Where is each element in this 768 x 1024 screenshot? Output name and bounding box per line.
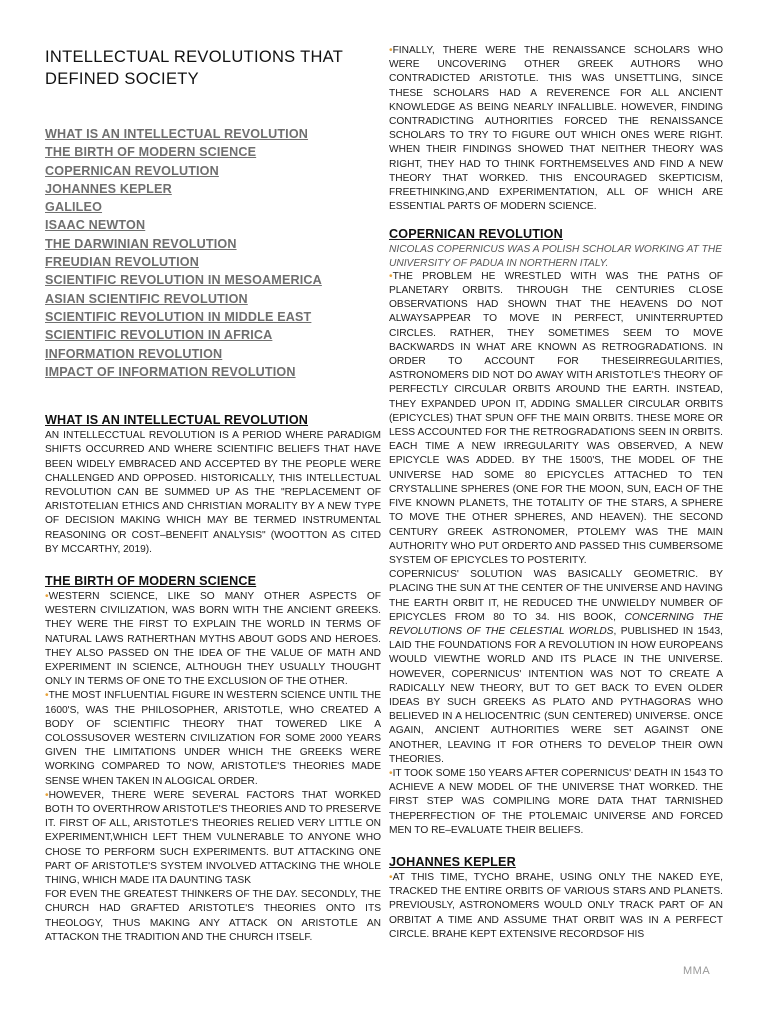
toc-item — [45, 345, 381, 363]
section-heading-copernican-revolution: COPERNICAN REVOLUTION — [389, 227, 563, 242]
table-of-contents — [45, 125, 381, 381]
paragraph-copernican-3: •IT TOOK SOME 150 YEARS AFTER COPERNICUS' DEATH IN 1543 TO ACHIEVE A NEW MODEL OF THE UNIVERSE THAT WORKED. THE FIRST STEP WAS COMPILING MORE DATA THAT TARNISHED THEPERFECTION OF THE PTOLEMAIC UNIVERSE AND FORCED MEN TO RE–EVALUATE THEIR BELIEFS. — [389, 767, 723, 836]
toc-link-impact-information-revolution[interactable]: IMPACT OF INFORMATION REVOLUTION — [45, 364, 296, 379]
toc-link-isaac-newton[interactable]: ISAAC NEWTON — [45, 218, 146, 233]
book-title: CONCERNING THE REVOLUTIONS OF THE CELESTIAL WORLDS — [389, 611, 723, 637]
bullet-icon: • — [389, 767, 393, 779]
toc-link-johannes-kepler[interactable]: JOHANNES KEPLER — [45, 181, 172, 196]
toc-link-middle-east[interactable]: SCIENTIFIC REVOLUTION IN MIDDLE EAST — [45, 309, 312, 324]
toc-item — [45, 125, 381, 143]
toc-item — [45, 308, 381, 326]
toc-link-darwinian-revolution[interactable]: THE DARWINIAN REVOLUTION — [45, 236, 237, 251]
toc-link-copernican-revolution[interactable]: COPERNICAN REVOLUTION — [45, 163, 219, 178]
paragraph-renaissance-scholars: •FINALLY, THERE WERE THE RENAISSANCE SCHOLARS WHO WERE UNCOVERING OTHER GREEK AUTHORS WHO CONTRADICTED ARISTOTLE. THIS WAS UNSETTLING, SINCE THESE SCHOLARS HAD A REVERENCE FOR ALL ANCIENT KNOWLEDGE AS BEING NEARLY INFALLIBLE. HOWEVER, FINDING CONTRADICTING AUTHORITIES FORCED THE RENAISSANCE SCHOLARS TO TRY TO FIGURE OUT WHICH ONES WERE RIGHT. WHEN THEIR FINDINGS SHOWED THAT NEITHER THEORY WAS RIGHT, THEY HAD TO THINK FORTHEMSELVES AND FIND A NEW THEORY THAT WORKED. THIS ENCOURAGED SKEPTICISM, FREETHINKING,AND EXPERIMENTATION, ALL OF WHICH ARE ESSENTIAL PARTS OF MODERN SCIENCE. — [389, 45, 723, 213]
section-heading-intellectual-revolution: WHAT IS AN INTELLECTUAL REVOLUTION — [45, 413, 309, 428]
section-heading-birth-of-modern-science: THE BIRTH OF MODERN SCIENCE — [45, 573, 257, 588]
paragraph-copernican-2: COPERNICUS' SOLUTION WAS BASICALLY GEOMETRIC. BY PLACING THE SUN AT THE CENTER OF THE UNIVERSE AND HAVING THE EARTH ORBIT IT, HE REDUCED THE UNWIELDY NUMBER OF EPICYCLES FROM 80 TO 34. HIS BOOK, CONCERNING THE REVOLUTIONS OF THE CELESTIAL WORLDS, PUBLISHED IN 1543, LAID THE FOUNDATIONS FOR A REVOLUTION IN HOW EUROPEANS WOULD VIEWTHE WORLD AND ITS PLACE IN THE UNIVERSE. HOWEVER, COPERNICUS' INTENTION WAS NOT TO CREATE A RADICALLY NEW THEORY, BUT TO GET BACK TO EVEN OLDER IDEAS BY SUCH GREEKS AS PLATO AND PYTHAGORAS WHO BELIEVED IN A HELIOCENTRIC (SUN CENTERED) UNIVERSE. ONCE AGAIN, ANCIENT AUTHORITIES WERE SET AGAINST ONE ANOTHER, LEAVING IT FOR OTHERS TO DEVELOP THEIR OWN THEORIES. — [389, 569, 723, 765]
toc-item — [45, 235, 381, 253]
toc-link-asian-scientific-revolution[interactable]: ASIAN SCIENTIFIC REVOLUTION — [45, 291, 248, 306]
toc-item — [45, 271, 381, 289]
document-title: INTELLECTUAL REVOLUTIONS THAT DEFINED SOCIETY — [45, 48, 343, 88]
section-heading-johannes-kepler: JOHANNES KEPLER — [389, 854, 516, 869]
toc-item — [45, 216, 381, 234]
bullet-icon: • — [45, 789, 49, 801]
toc-item — [45, 363, 381, 381]
toc-link-freudian-revolution[interactable]: FREUDIAN REVOLUTION — [45, 255, 199, 270]
footer-watermark: MMA — [683, 965, 711, 977]
paragraph-birth-1: •WESTERN SCIENCE, LIKE SO MANY OTHER ASPECTS OF WESTERN CIVILIZATION, WAS BORN WITH THE ANCIENT GREEKS. THEY WERE THE FIRST TO EXPLAIN THE WORLD IN TERMS OF NATURAL LAWS RATHERTHAN MYTHS ABOUT GODS AND HEROES. THEY ALSO PASSED ON THE IDEA OF THE VALUE OF MATH AND EXPERIMENT IN SCIENCE, ALTHOUGH THEY USUALLY THOUGHT ONLY IN TERMS OF ONE TO THE EXCLUSION OF THE OTHER. — [45, 590, 381, 688]
toc-link-mesoamerica[interactable]: SCIENTIFIC REVOLUTION IN MESOAMERICA — [45, 273, 322, 288]
paragraph-copernican-1: •THE PROBLEM HE WRESTLED WITH WAS THE PATHS OF PLANETARY ORBITS. THROUGH THE CENTURIES CLOSE OBSERVATIONS HAD SHOWN THAT THE HEAVENS DO NOT ALWAYSAPPEAR TO MOVE IN PERFECT, UNINTERRUPTED CIRCLES. RATHER, THEY SOMETIMES SEEM TO MOVE BACKWARDS IN WHAT ARE KNOWN AS RETROGRADATIONS. IN ORDER TO ACCOUNT FOR THESEIRREGULARITIES, ASTRONOMERS DID NOT DO AWAY WITH ARISTOTLE'S THEORY OF PERFECTLY CIRCULAR ORBITS AROUND THE EARTH. INSTEAD, THEY EXPANDED UPON IT, ADDING SMALLER CIRCULAR ORBITS (EPICYCLES) THAT SPUN OFF THE MAIN ORBITS. THESE MORE OR LESS ACCOUNTED FOR THE RETROGRADATIONS SEEN IN ORBITS. EACH TIME A NEW IRREGULARITY WAS OBSERVED, A NEW EPICYCLE WAS ADDED. BY THE 1500'S, THE MODEL OF THE UNIVERSE HAD SOME 80 EPICYCLES ATTACHED TO TEN CRYSTALLINE SPHERES (ONE FOR THE MOON, SUN, EACH OF THE FIVE KNOWN PLANETS, THE TOTALITY OF THE STARS, A SPHERE TO MOVE THE OTHER SPHERES, AND HEAVEN). THE SECOND CENTURY GREEK ASTRONOMER, PTOLEMY WAS THE MAIN AUTHORITY WHO PUT ORDERTO AND PASSED THIS CUMBERSOME SYSTEM OF EPICYCLES TO POSTERITY. — [389, 270, 723, 566]
toc-item — [45, 198, 381, 216]
paragraph-birth-3: •HOWEVER, THERE WERE SEVERAL FACTORS THAT WORKED BOTH TO OVERTHROW ARISTOTLE'S THEORIES AND TO PRESERVE IT. FIRST OF ALL, ARISTOTLE'S THEORIES RELIED VERY LITTLE ON EXPERIMENT,WHICH LEFT THEM VULNERABLE TO ANYONE WHO CHOSE TO PERFORM SUCH EXPERIMENTS. BUT ATTACKING ONE PART OF ARISTOTLE'S SYSTEM INVOLVED ATTACKING THE WHOLE THING, WHICH MADE ITA DAUNTING TASK — [45, 789, 381, 887]
paragraph-birth-2: •THE MOST INFLUENTIAL FIGURE IN WESTERN SCIENCE UNTIL THE 1600'S, WAS THE PHILOSOPHER, ARISTOTLE, WHO CREATED A BODY OF SCIENTIFIC THEORY THAT TOWERED LIKE A COLOSSUSOVER WESTERN CIVILIZATION FOR SOME 2000 YEARS GIVEN THE LIMITATIONS UNDER WHICH THE GREEKS WERE WORKING COMPARED TO NOW, ARISTOTLE'S THEORIES MADE SENSE WHEN TAKEN IN ALOGICAL ORDER. — [45, 690, 381, 787]
paragraph-intellectual-definition: AN INTELLECCTUAL REVOLUTION IS A PERIOD WHERE PARADIGM SHIFTS OCCURRED AND WHERE SCIENTIFIC BELIEFS THAT HAVE BEEN WIDELY EMBRACED AND ACCEPTED BY THE PEOPLE WERE CHALLENGED AND OPPOSED. HISTORICALLY, THIS INTELLECTUAL REVOLUTION CAN BE SUMMED UP AS THE "REPLACEMENT OF ARISTOTELIAN ETHICS AND CHRISTIAN MORALITY BY A NEW TYPE OF DECISION MAKING WHICH MAY BE TERMED INSTRUMENTAL REASONING OR COST–BENEFIT ANALYSIS" (WOOTTON AS CITED BY MCCARTHY, 2019). — [45, 430, 381, 555]
toc-item — [45, 253, 381, 271]
bullet-icon: • — [389, 270, 393, 282]
copernicus-intro: NICOLAS COPERNICUS WAS A POLISH SCHOLAR WORKING AT THE UNIVERSITY OF PADUA IN NORTHERN ITALY. — [389, 244, 723, 269]
toc-link-intellectual-revolution[interactable]: WHAT IS AN INTELLECTUAL REVOLUTION — [45, 127, 309, 141]
toc-link-galileo[interactable]: GALILEO — [45, 200, 103, 215]
bullet-icon: • — [389, 45, 393, 56]
toc-link-birth-of-modern-science[interactable]: THE BIRTH OF MODERN SCIENCE — [45, 145, 257, 160]
bullet-icon: • — [45, 690, 49, 702]
right-column — [389, 44, 723, 942]
toc-item — [45, 326, 381, 344]
toc-item — [45, 180, 381, 198]
left-column — [45, 46, 381, 945]
paragraph-birth-4: FOR EVEN THE GREATEST THINKERS OF THE DAY. SECONDLY, THE CHURCH HAD GRAFTED ARISTOTLE'S THEORIES ONTO ITS THEOLOGY, THUS MAKING ANY ATTACK ON ARISTOTLE AN ATTACKON THE TRADITION AND THE CHURCH ITSELF. — [45, 889, 381, 943]
paragraph-kepler-1: •AT THIS TIME, TYCHO BRAHE, USING ONLY THE NAKED EYE, TRACKED THE ENTIRE ORBITS OF VARIOUS STARS AND PLANETS. PREVIOUSLY, ASTRONOMERS WOULD ONLY TRACK PART OF AN ORBITAT A TIME AND ASSUME THAT ORBIT WAS IN A PERFECT CIRCLE. BRAHE KEPT EXTENSIVE RECORDSOF HIS — [389, 871, 723, 940]
bullet-icon: • — [45, 590, 49, 602]
bullet-icon: • — [389, 871, 393, 883]
toc-item — [45, 290, 381, 308]
toc-link-information-revolution[interactable]: INFORMATION REVOLUTION — [45, 346, 223, 361]
toc-link-africa[interactable]: SCIENTIFIC REVOLUTION IN AFRICA — [45, 328, 273, 343]
toc-item — [45, 162, 381, 180]
toc-item — [45, 143, 381, 161]
